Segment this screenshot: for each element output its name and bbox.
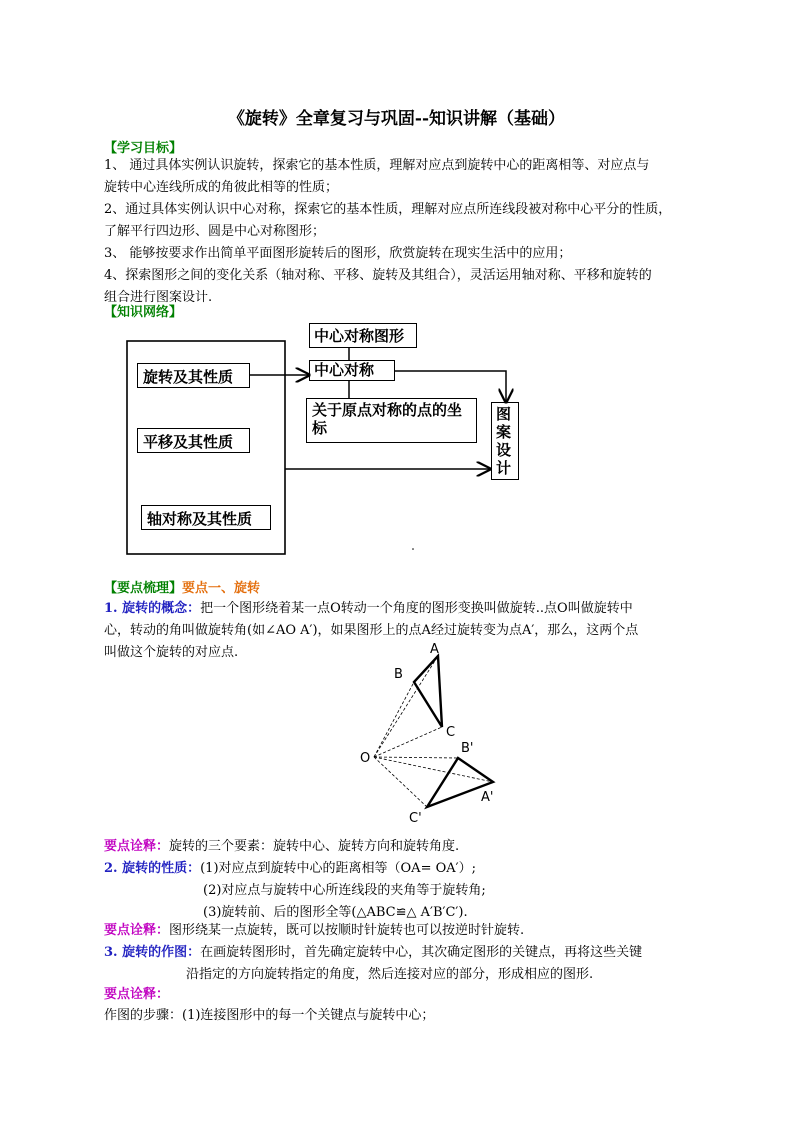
property-item: (3)旋转前、后的图形全等(△ABC≌△ A′B′C′). [203, 905, 468, 920]
label-c-prime: C' [409, 811, 422, 826]
concept-text: 把一个图形绕着某一点O转动一个角度的图形变换叫做旋转..点O叫做旋转中 [200, 601, 633, 616]
goal-line: 旋转中心连线所成的角彼此相等的性质； [104, 180, 339, 195]
label-b: B [394, 667, 403, 682]
rotation-figure [350, 640, 510, 830]
triangle-abc [414, 656, 442, 727]
origin-symmetry-box: 关于原点对称的点的坐标 [306, 398, 477, 443]
pattern-design-box: 图案设计 [491, 402, 519, 480]
goal-line: 2、通过具体实例认识中心对称，探索它的基本性质，理解对应点所连线段被对称中心平分的性质， [104, 202, 672, 217]
rotation-box: 旋转及其性质 [137, 363, 250, 388]
note-text: 旋转的三个要素：旋转中心、旋转方向和旋转角度. [169, 839, 460, 854]
goal-line: 4、探索图形之间的变化关系（轴对称、平移、旋转及其组合），灵活运用轴对称、平移和旋转的 [104, 268, 652, 283]
label-c: C [446, 725, 456, 740]
label-a: A [430, 642, 439, 657]
goal-line: 3、 能够按要求作出简单平面图形旋转后的图形，欣赏旋转在现实生活中的应用； [104, 246, 572, 261]
note-label: 要点诠释： [104, 839, 170, 854]
drawing-text: 沿指定的方向旋转指定的角度，然后连接对应的部分，形成相应的图形. [186, 967, 594, 982]
drawing-label: 3. 旋转的作图： [104, 945, 201, 960]
drawing-text: 在画旋转图形时，首先确定旋转中心，其次确定图形的关键点，再将这些关键 [200, 945, 643, 960]
label-o: O [360, 751, 371, 766]
property-label: 2. 旋转的性质： [104, 861, 201, 876]
steps-text: 作图的步骤：(1)连接图形中的每一个关键点与旋转中心； [104, 1008, 435, 1023]
central-symmetry-box: 中心对称 [309, 360, 395, 381]
concept-text: 心，转动的角叫做旋转角(如∠AO A′)，如果图形上的点A经过旋转变为点A′，那么，这两个点 [104, 623, 639, 638]
goal-line: 1、 通过具体实例认识旋转，探索它的基本性质，理解对应点到旋转中心的距离相等、对应点与 [104, 158, 650, 173]
goal-line: 组合进行图案设计. [104, 290, 213, 305]
property-item: (1)对应点到旋转中心的距离相等（OA= OA′）; [200, 861, 476, 876]
translation-box: 平移及其性质 [137, 428, 250, 453]
note-text: 图形绕某一点旋转，既可以按顺时针旋转也可以按逆时针旋转. [169, 923, 525, 938]
concept-label: 1. 旋转的概念： [104, 601, 201, 616]
goal-line: 了解平行四边形、圆是中心对称图形； [104, 224, 326, 239]
axial-symmetry-box: 轴对称及其性质 [141, 505, 271, 530]
central-figure-box: 中心对称图形 [309, 323, 417, 348]
keypoint-one-title: 要点一、旋转 [182, 581, 261, 596]
concept-text: 叫做这个旋转的对应点. [104, 645, 239, 660]
network-heading: 【知识网络】 [104, 305, 183, 320]
keypoints-heading: 【要点梳理】 [104, 581, 183, 596]
label-b-prime: B' [461, 741, 474, 756]
page-title: 《旋转》全章复习与巩固--知识讲解（基础） [227, 109, 566, 129]
note-label: 要点诠释： [104, 923, 170, 938]
label-a-prime: A' [481, 790, 494, 805]
goals-heading: 【学习目标】 [104, 141, 183, 156]
note-label: 要点诠释： [104, 987, 170, 1002]
property-item: (2)对应点与旋转中心所连线段的夹角等于旋转角; [203, 883, 486, 898]
